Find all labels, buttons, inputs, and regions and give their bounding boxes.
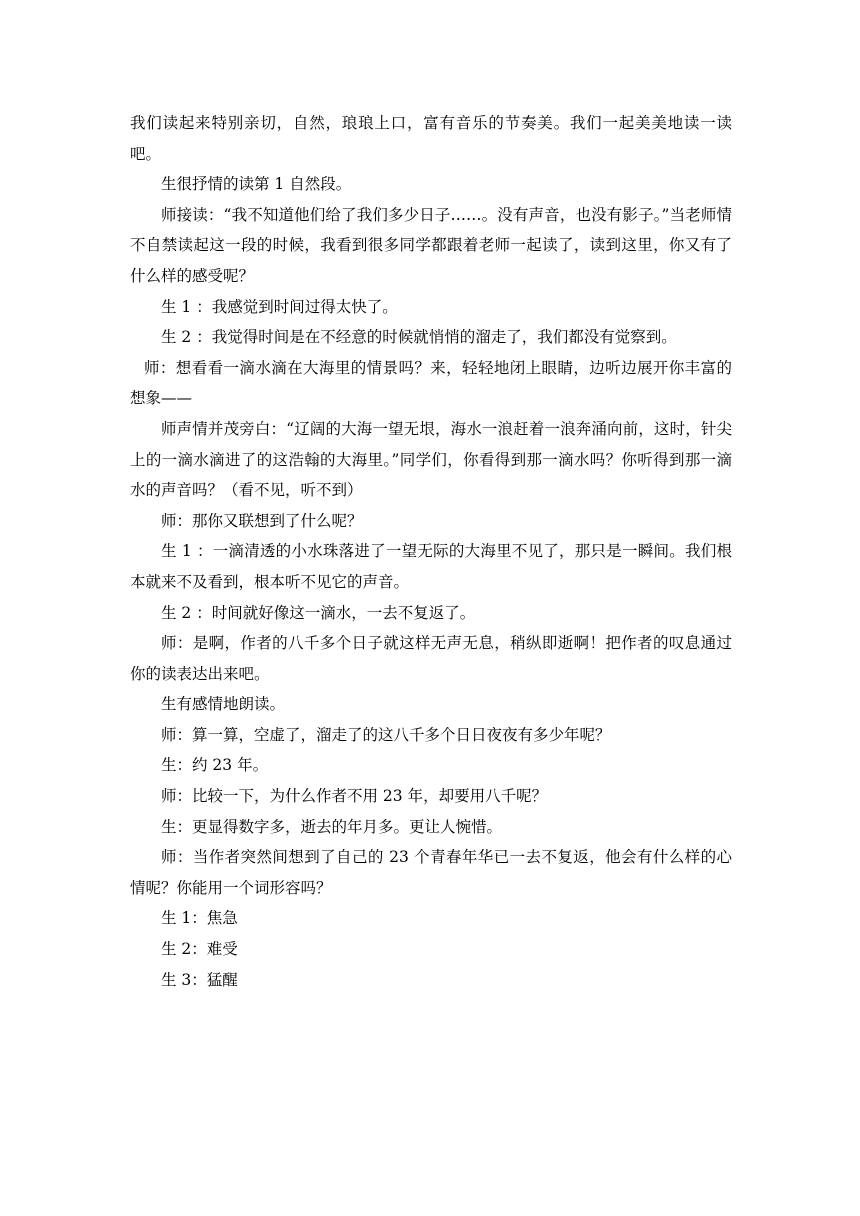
paragraph-teacher-mood: 师：当作者突然间想到了自己的 23 个青春年华已一去不复返，他会有什么样的心情呢？你能用一个词形容吗？ xyxy=(130,848,732,897)
paragraph-teacher-imagine: 师：想看看一滴水滴在大海里的情景吗？来，轻轻地闭上眼睛，边听边展开你丰富的想象—— xyxy=(130,358,732,408)
paragraph-student-1-drop: 生 1 ：一滴清透的小水珠落进了一望无际的大海里不见了，那只是一瞬间。我们根本就来不及看到，根本听不见它的声音。 xyxy=(130,542,732,591)
paragraph-student-reads: 生有感情地朗读。 xyxy=(161,695,286,714)
paragraph-teacher-question: 师：那你又联想到了什么呢？ xyxy=(161,511,363,530)
paragraph-teacher-compare: 师：比较一下，为什么作者不用 23 年，却要用八千呢？ xyxy=(161,787,548,806)
paragraph-student-1-word: 生 1：焦急 xyxy=(161,909,238,928)
paragraph-student-2-drop: 生 2 ：时间就好像这一滴水，一去不复返了。 xyxy=(161,603,476,622)
paragraph-teacher-calculate: 师：算一算，空虚了，溜走了的这八千多个日日夜夜有多少年呢？ xyxy=(161,725,611,744)
paragraph-student-2-word: 生 2：难受 xyxy=(161,940,238,959)
paragraph-teacher-narration: 师声情并茂旁白：“辽阔的大海一望无垠，海水一浪赶着一浪奔涌向前，这时，针尖上的一滴水滴进了的这浩翰的大海里。”同学们，你看得到那一滴水吗？你听得到那一滴水的声音吗？（看不见，听不到） xyxy=(130,419,732,500)
paragraph-student-years: 生：约 23 年。 xyxy=(161,756,269,775)
paragraph-student-3-word: 生 3：猛醒 xyxy=(161,970,238,989)
document-page xyxy=(130,108,732,995)
paragraph-student-answer: 生：更显得数字多，逝去的年月多。更让人惋惜。 xyxy=(161,817,503,836)
paragraph-teacher-sigh: 师：是啊，作者的八千多个日子就这样无声无息，稍纵即逝啊！把作者的叹息通过你的读表达出来吧。 xyxy=(130,634,732,683)
paragraph-teacher-reading: 师接读：“我不知道他们给了我们多少日子……。没有声音，也没有影子。”当老师情不自禁读起这一段的时候，我看到很多同学都跟着老师一起读了，读到这里，你又有了什么样的感受呢？ xyxy=(130,205,732,285)
paragraph-student-1-feeling: 生 1 ：我感觉到时间过得太快了。 xyxy=(161,297,398,316)
paragraph-student-reading: 生很抒情的读第 1 自然段。 xyxy=(161,175,352,194)
paragraph-intro: 我们读起来特别亲切，自然，琅琅上口，富有音乐的节奏美。我们一起美美地读一读吧。 xyxy=(130,114,732,163)
paragraph-student-2-feeling: 生 2 ：我觉得时间是在不经意的时候就悄悄的溜走了，我们都没有觉察到。 xyxy=(161,328,677,347)
